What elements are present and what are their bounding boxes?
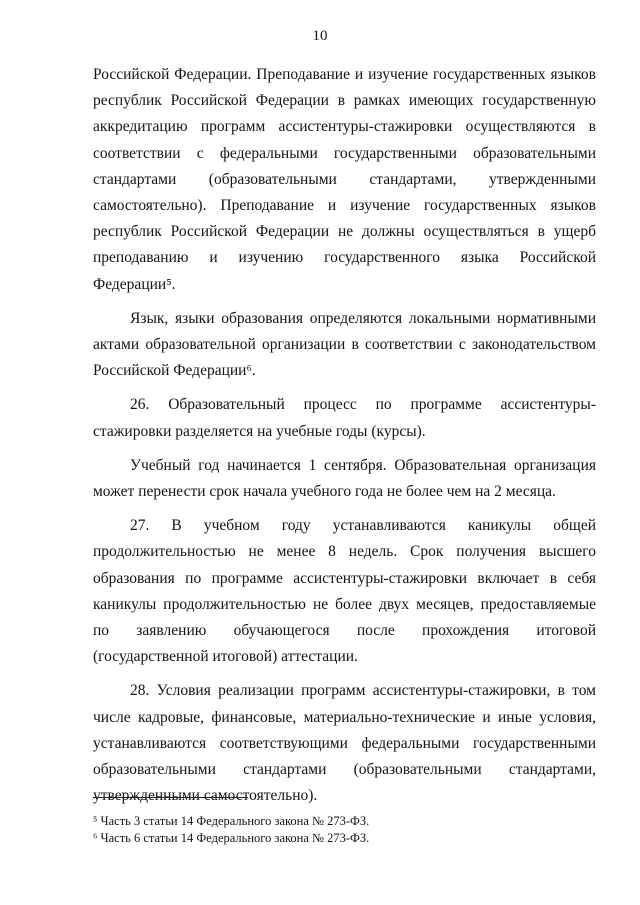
paragraph-item-26: 26. Образовательный процесс по программе ассистентуры-стажировки разделяется на учебные годы (курсы). bbox=[93, 396, 596, 440]
footnote-6: ⁶ Часть 6 статьи 14 Федерального закона № 273-ФЗ. bbox=[93, 831, 370, 845]
page-number: 10 bbox=[312, 28, 328, 44]
paragraph-item-27: 27. В учебном году устанавливаются каникулы общей продолжительностью не менее 8 недель. Срок получения высшего образования по программе ассистентуры-стажировки включает в себя каникулы продолжительностью не более двух месяцев, предоставляемые по заявлению обучающегося после прохождения итоговой (государственной итоговой) аттестации. bbox=[93, 517, 596, 666]
footnote-separator bbox=[93, 797, 248, 798]
paragraph-language-of-education: Язык, языки образования определяются локальными нормативными актами образовательной организации в соответствии с законодательством Российской Федерации⁶. bbox=[93, 309, 596, 380]
paragraph-continuation: Российской Федерации. Преподавание и изучение государственных языков республик Российской Федерации в рамках имеющих государственную аккредитацию программ ассистентуры-стажировки осуществляются в соответствии с федеральными государственными образовательными стандартами (образовательными стандартами, утвержденными самостоятельно). Преподавание и изучение государственных языков республик Российской Федерации не должны осуществляться в ущерб преподаванию и изучению государственного языка Российской Федерации⁵. bbox=[93, 66, 596, 293]
document-body bbox=[93, 62, 596, 817]
paragraph-academic-year: Учебный год начинается 1 сентября. Образовательная организация может перенести срок начала учебного года не более чем на 2 месяца. bbox=[93, 456, 596, 501]
footnotes bbox=[93, 813, 596, 847]
paragraph-item-28: 28. Условия реализации программ ассистентуры-стажировки, в том числе кадровые, финансовые, материально-технические и иные условия, устанавливаются соответствующими федеральными государственными образовательными стандартами (образовательными стандартами, утвержденными самостоятельно). bbox=[93, 682, 596, 805]
footnote-5: ⁵ Часть 3 статьи 14 Федерального закона № 273-ФЗ. bbox=[93, 814, 370, 828]
